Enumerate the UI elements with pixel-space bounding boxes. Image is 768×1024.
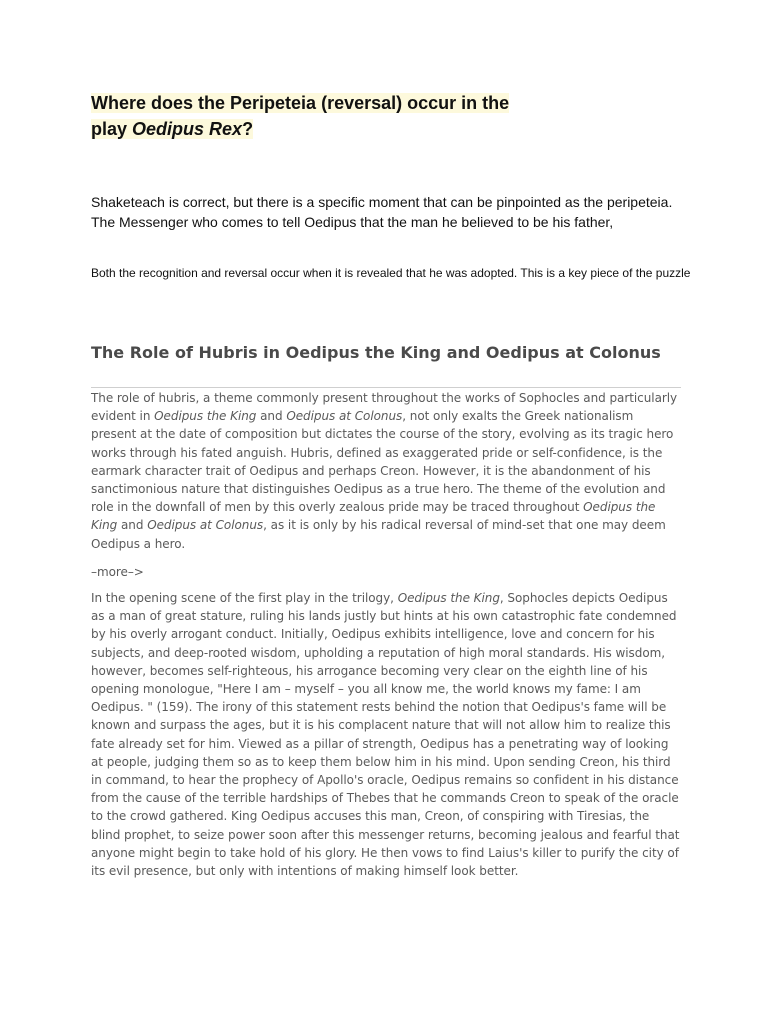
essay-p1-title-2: Oedipus at Colonus	[286, 409, 403, 424]
essay-p1-text-2: and	[256, 409, 287, 424]
essay-paragraph-1	[91, 389, 681, 553]
essay-paragraph-2	[91, 589, 681, 880]
question-title-line2	[91, 119, 253, 139]
essay-p1-title-1: Oedipus the King	[154, 409, 257, 424]
answer-paragraph-1: Shaketeach is correct, but there is a specific moment that can be pinpointed as the peripeteia. The Messenger who comes to tell Oedipus that the man he believed to be his father,	[91, 194, 673, 230]
question-title-play-name: Oedipus Rex	[132, 119, 243, 139]
question-title	[91, 90, 611, 142]
essay-p1-text-1: The role of hubris, a theme commonly present throughout the works of Sophocles and particularly evident in	[91, 391, 678, 424]
essay-p1-text-3: , not only exalts the Greek nationalism present at the date of composition but dictates the course of the story, evolving as its tragic hero works through his fated anguish. Hubris, defined as exaggerated pride or self-confidence, is the earmark character trait of Oedipus and perhaps Creon. However, it is the abandonment of his sanctimonious nature that distinguishes Oedipus as a true hero. The theme of the evolution and role in the downfall of men by this overly zealous pride may be traced throughout	[91, 409, 674, 515]
title-divider	[91, 387, 681, 388]
essay-p1-title-3: Oedipus the King	[91, 500, 656, 533]
question-title-prefix: play	[91, 119, 133, 139]
essay-p1-text-5: , as it is only by his radical reversal of mind-set that one may deem Oedipus a hero.	[91, 518, 666, 551]
question-title-suffix: ?	[242, 119, 254, 139]
essay-p2-text-2: , Sophocles depicts Oedipus as a man of great stature, ruling his lands justly but hints at his own catastrophic fate condemned by his overly arrogant conduct. Initially, Oedipus exhibits intelligence, love and concern for his subjects, and deep-rooted wisdom, upholding a reputation of high moral standards. His wisdom, however, becomes self-righteous, his arrogance becoming very clear on the eighth line of his opening monologue, "Here I am – myself – you all know me, the world knows my fame: I am Oedipus. " (159). The irony of this statement rests behind the notion that Oedipus's fame will be known and surpass the ages, but it is his complacent nature that will not allow him to realize this fate already set for him. Viewed as a pillar of strength, Oedipus has a penetrating way of looking at people, judging them so as to keep them below him in his mind. Upon sending Creon, his third in command, to hear the prophecy of Apollo's oracle, Oedipus remains so confident in his distance from the cause of the terrible hardships of Thebes that he commands Creon to speak of the oracle to the crowd gathered. King Oedipus accuses this man, Creon, of conspiring with Tiresias, the blind prophet, to seize power soon after this messenger returns, becoming jealous and fearful that anyone might begin to take hold of his glory. He then vows to find Laius's killer to purify the city of its evil presence, but only with intentions of making himself look better.	[91, 591, 680, 879]
answer-paragraph-2: Both the recognition and reversal occur when it is revealed that he was adopted. This is a key piece of the puzzle	[91, 266, 691, 280]
essay-p2-text-1: In the opening scene of the first play in the trilogy,	[91, 591, 398, 605]
essay-p1-text-4: and	[117, 518, 148, 533]
more-marker: –more–>	[91, 565, 144, 579]
essay-p2-title-1: Oedipus the King	[397, 591, 500, 605]
question-title-line1: Where does the Peripeteia (reversal) occur in the	[91, 93, 510, 113]
essay-p1-title-4: Oedipus at Colonus	[147, 518, 264, 533]
essay-title: The Role of Hubris in Oedipus the King and Oedipus at Colonus	[91, 343, 661, 362]
